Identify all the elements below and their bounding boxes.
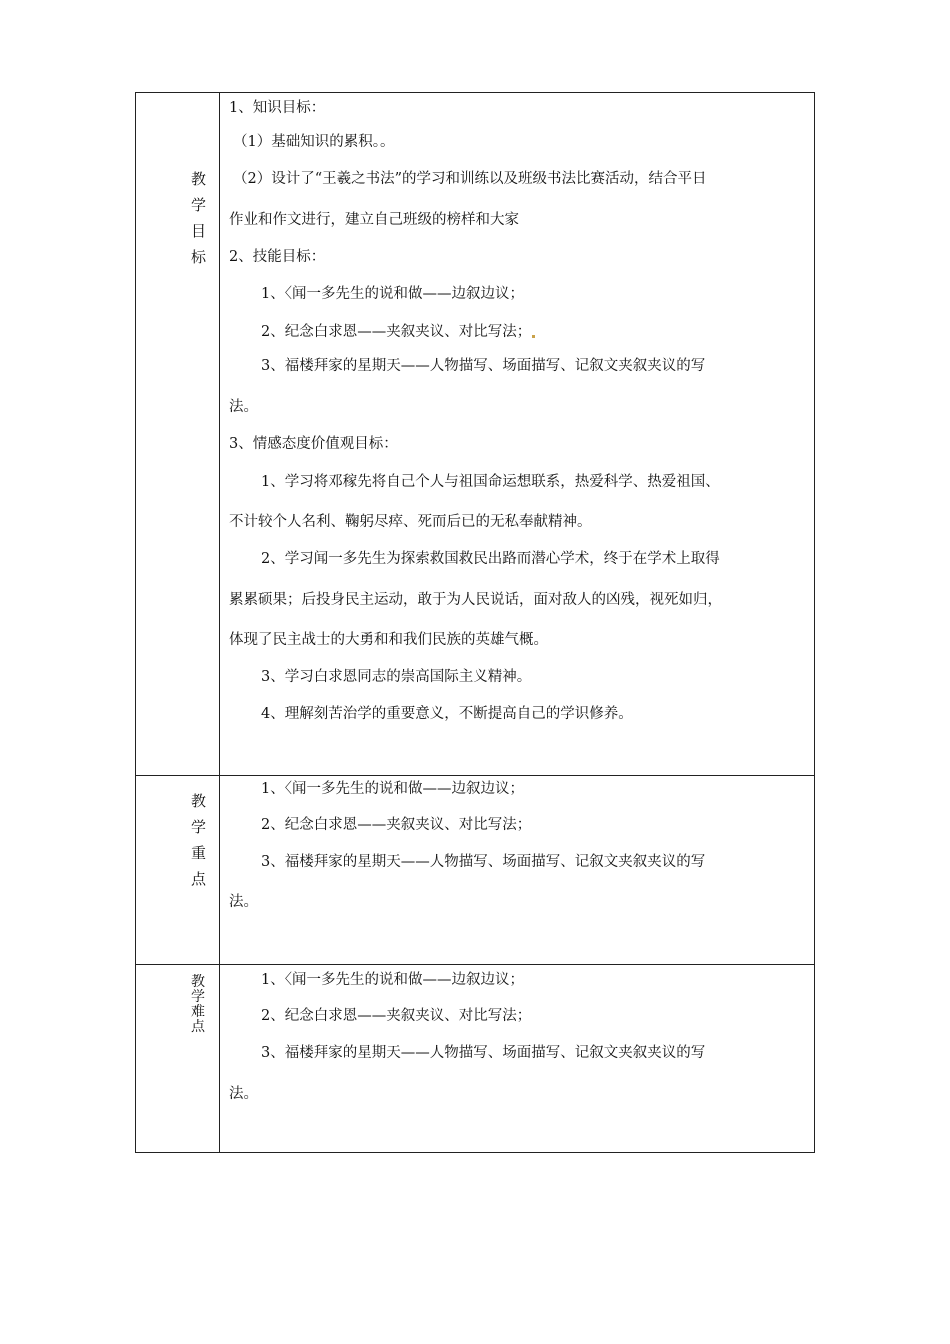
label-char: 难: [191, 1004, 205, 1020]
label-char: 点: [191, 1019, 205, 1035]
text-line: 1、〈闻一多先生的说和做——边叙边议；: [261, 781, 524, 797]
text-line: 2、纪念白求恩——夹叙夹议、对比写法；: [261, 817, 532, 833]
label-char: 教: [191, 792, 207, 810]
stray-mark: [532, 335, 535, 338]
objectives-row: [136, 93, 814, 775]
lesson-plan-table: [135, 92, 815, 1153]
text-line: 不计较个人名利、鞠躬尽瘁、死而后已的无私奉献精神。: [229, 514, 592, 530]
label-char: 教: [191, 974, 205, 990]
difficulties-label: [136, 965, 220, 1153]
label-char: 目: [191, 222, 207, 240]
key-points-row: [136, 775, 814, 965]
label-char: 学: [191, 196, 207, 214]
text-line: （2）设计了“王羲之书法”的学习和训练以及班级书法比赛活动，结合平日: [233, 171, 707, 187]
label-char: 重: [191, 844, 207, 862]
text-line: 1、〈闻一多先生的说和做——边叙边议；: [261, 972, 524, 988]
text-line: 法。: [229, 399, 258, 415]
text-line: 1、〈闻一多先生的说和做——边叙边议；: [261, 286, 524, 302]
text-line: 累累硕果；后投身民主运动，敢于为人民说话，面对敌人的凶残，视死如归，: [229, 592, 722, 608]
label-char: 标: [191, 248, 207, 266]
label-char: 学: [191, 989, 205, 1005]
text-line: 4、理解刻苦治学的重要意义，不断提高自己的学识修养。: [261, 706, 633, 722]
text-line: [261, 323, 535, 341]
text-line: 法。: [229, 894, 258, 910]
text-line-content: 2、纪念白求恩——夹叙夹议、对比写法；: [261, 324, 532, 340]
difficulties-row: [136, 964, 814, 1153]
text-line: 法。: [229, 1086, 258, 1102]
text-line: 作业和作文进行，建立自己班级的榜样和大家: [229, 212, 519, 228]
text-line: 3、福楼拜家的星期天——人物描写、场面描写、记叙文夹叙夹议的写: [261, 358, 706, 374]
key-points-label: [136, 776, 220, 965]
text-line: 2、学习闻一多先生为探索救国救民出路而潜心学术，终于在学术上取得: [261, 551, 720, 567]
label-char: 教: [191, 170, 207, 188]
objectives-label: [136, 93, 220, 775]
text-line: 1、学习将邓稼先将自己个人与祖国命运想联系，热爱科学、热爱祖国、: [261, 474, 720, 490]
objectives-content: [220, 93, 814, 775]
label-char: 点: [191, 870, 207, 888]
difficulties-content: [220, 965, 814, 1153]
text-line: 体现了民主战士的大勇和和我们民族的英雄气概。: [229, 632, 548, 648]
key-points-content: [220, 776, 814, 965]
text-line: 3、福楼拜家的星期天——人物描写、场面描写、记叙文夹叙夹议的写: [261, 854, 706, 870]
text-line: 3、福楼拜家的星期天——人物描写、场面描写、记叙文夹叙夹议的写: [261, 1045, 706, 1061]
text-line: （1）基础知识的累积。。: [233, 134, 395, 150]
text-line: 3、情感态度价值观目标：: [229, 436, 398, 452]
text-line: 2、技能目标：: [229, 249, 326, 265]
text-line: 1、知识目标：: [229, 100, 326, 116]
text-line: 2、纪念白求恩——夹叙夹议、对比写法；: [261, 1008, 532, 1024]
label-char: 学: [191, 818, 207, 836]
text-line: 3、学习白求恩同志的崇高国际主义精神。: [261, 669, 532, 685]
